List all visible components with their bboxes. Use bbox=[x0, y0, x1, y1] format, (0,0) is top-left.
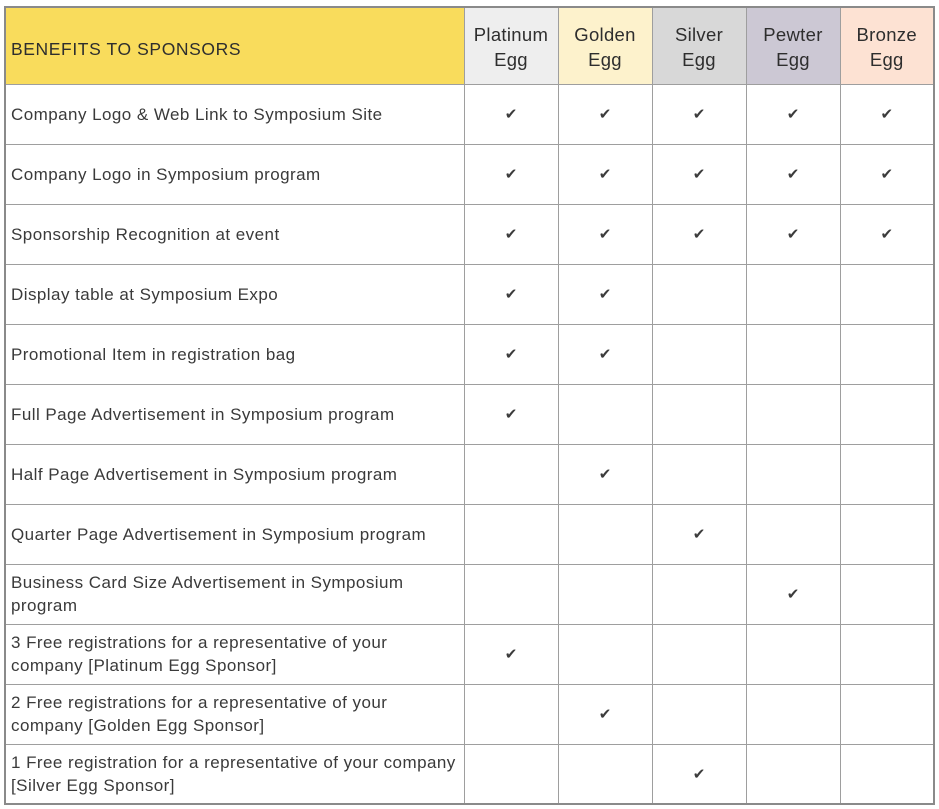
level-cell bbox=[840, 204, 934, 264]
level-cell bbox=[746, 324, 840, 384]
checkmark-icon: ✔ bbox=[598, 285, 612, 303]
table-row bbox=[5, 624, 934, 684]
level-cell bbox=[558, 324, 652, 384]
level-cell bbox=[464, 144, 558, 204]
level-cell bbox=[464, 564, 558, 624]
level-cell bbox=[464, 324, 558, 384]
benefit-label: 1 Free registration for a representative of your company [Silver Egg Sponsor] bbox=[5, 744, 464, 804]
level-cell bbox=[652, 84, 746, 144]
table-row bbox=[5, 144, 934, 204]
level-header-line1: Pewter bbox=[763, 24, 823, 45]
level-cell bbox=[464, 744, 558, 804]
checkmark-icon: ✔ bbox=[786, 105, 800, 123]
checkmark-icon: ✔ bbox=[786, 225, 800, 243]
level-cell bbox=[746, 564, 840, 624]
level-cell bbox=[558, 264, 652, 324]
level-cell bbox=[840, 624, 934, 684]
level-header-pewter bbox=[746, 7, 840, 84]
level-cell bbox=[652, 564, 746, 624]
level-cell bbox=[464, 624, 558, 684]
checkmark-icon: ✔ bbox=[786, 165, 800, 183]
level-header-line1: Silver bbox=[674, 24, 724, 45]
checkmark-icon: ✔ bbox=[504, 405, 518, 423]
level-cell bbox=[558, 744, 652, 804]
table-row bbox=[5, 384, 934, 444]
level-cell bbox=[464, 444, 558, 504]
level-cell bbox=[840, 744, 934, 804]
header-row bbox=[5, 7, 934, 84]
benefits-header: BENEFITS TO SPONSORS bbox=[5, 7, 464, 84]
benefit-label: Business Card Size Advertisement in Symposium program bbox=[5, 564, 464, 624]
level-cell bbox=[558, 684, 652, 744]
level-cell bbox=[558, 504, 652, 564]
level-cell bbox=[652, 324, 746, 384]
benefit-label: Company Logo & Web Link to Symposium Site bbox=[5, 84, 464, 144]
level-cell bbox=[746, 504, 840, 564]
benefit-label: Full Page Advertisement in Symposium program bbox=[5, 384, 464, 444]
checkmark-icon: ✔ bbox=[786, 585, 800, 603]
level-cell bbox=[840, 384, 934, 444]
benefit-label: 3 Free registrations for a representative of your company [Platinum Egg Sponsor] bbox=[5, 624, 464, 684]
level-cell bbox=[746, 144, 840, 204]
checkmark-icon: ✔ bbox=[880, 225, 894, 243]
checkmark-icon: ✔ bbox=[504, 165, 518, 183]
level-cell bbox=[558, 444, 652, 504]
level-header-line2: Egg bbox=[776, 49, 810, 70]
table-row bbox=[5, 564, 934, 624]
sponsor-benefits-table-container bbox=[4, 6, 935, 805]
level-cell bbox=[464, 384, 558, 444]
level-cell bbox=[840, 324, 934, 384]
checkmark-icon: ✔ bbox=[692, 525, 706, 543]
level-cell bbox=[652, 264, 746, 324]
level-header-silver bbox=[652, 7, 746, 84]
level-header-platinum bbox=[464, 7, 558, 84]
level-cell bbox=[558, 564, 652, 624]
benefit-label: Promotional Item in registration bag bbox=[5, 324, 464, 384]
level-cell bbox=[840, 684, 934, 744]
checkmark-icon: ✔ bbox=[504, 645, 518, 663]
level-cell bbox=[558, 384, 652, 444]
level-cell bbox=[840, 264, 934, 324]
level-cell bbox=[558, 144, 652, 204]
checkmark-icon: ✔ bbox=[598, 465, 612, 483]
level-header-line1: Platinum bbox=[473, 24, 549, 45]
level-cell bbox=[464, 264, 558, 324]
level-cell bbox=[652, 684, 746, 744]
checkmark-icon: ✔ bbox=[692, 764, 706, 783]
level-cell bbox=[652, 744, 746, 804]
checkmark-icon: ✔ bbox=[598, 165, 612, 183]
sponsor-benefits-table bbox=[4, 6, 935, 805]
level-cell bbox=[840, 144, 934, 204]
benefit-label: Sponsorship Recognition at event bbox=[5, 204, 464, 264]
level-header-line2: Egg bbox=[869, 49, 904, 70]
level-header-line2: Egg bbox=[588, 49, 622, 70]
level-cell bbox=[652, 144, 746, 204]
checkmark-icon: ✔ bbox=[692, 225, 706, 243]
table-row bbox=[5, 444, 934, 504]
checkmark-icon: ✔ bbox=[692, 165, 706, 183]
benefit-label: Half Page Advertisement in Symposium program bbox=[5, 444, 464, 504]
level-cell bbox=[652, 444, 746, 504]
checkmark-icon: ✔ bbox=[504, 285, 518, 303]
table-row bbox=[5, 504, 934, 564]
checkmark-icon: ✔ bbox=[598, 345, 612, 363]
table-row bbox=[5, 744, 934, 804]
level-header-line1: Golden bbox=[574, 24, 636, 45]
level-cell bbox=[558, 84, 652, 144]
table-row bbox=[5, 684, 934, 744]
level-cell bbox=[746, 384, 840, 444]
checkmark-icon: ✔ bbox=[880, 105, 894, 123]
level-cell bbox=[652, 204, 746, 264]
checkmark-icon: ✔ bbox=[598, 705, 612, 723]
level-header-line2: Egg bbox=[494, 49, 528, 70]
benefit-label: Quarter Page Advertisement in Symposium program bbox=[5, 504, 464, 564]
level-cell bbox=[464, 684, 558, 744]
checkmark-icon: ✔ bbox=[598, 225, 612, 243]
level-cell bbox=[840, 444, 934, 504]
level-cell bbox=[746, 204, 840, 264]
level-cell bbox=[746, 264, 840, 324]
level-cell bbox=[652, 624, 746, 684]
level-cell bbox=[652, 384, 746, 444]
benefit-label: Company Logo in Symposium program bbox=[5, 144, 464, 204]
level-header-line1: Bronze bbox=[856, 24, 917, 45]
checkmark-icon: ✔ bbox=[504, 345, 518, 363]
level-cell bbox=[652, 504, 746, 564]
level-header-line2: Egg bbox=[682, 49, 716, 70]
level-cell bbox=[840, 564, 934, 624]
level-cell bbox=[746, 624, 840, 684]
table-row bbox=[5, 204, 934, 264]
table-row bbox=[5, 324, 934, 384]
benefit-label: 2 Free registrations for a representative of your company [Golden Egg Sponsor] bbox=[5, 684, 464, 744]
level-cell bbox=[746, 84, 840, 144]
benefit-rows bbox=[5, 84, 934, 804]
checkmark-icon: ✔ bbox=[880, 165, 894, 183]
level-cell bbox=[840, 84, 934, 144]
checkmark-icon: ✔ bbox=[504, 225, 518, 243]
table-row bbox=[5, 264, 934, 324]
checkmark-icon: ✔ bbox=[598, 105, 612, 123]
level-cell bbox=[558, 204, 652, 264]
table-row bbox=[5, 84, 934, 144]
level-header-bronze bbox=[840, 7, 934, 84]
level-header-golden bbox=[558, 7, 652, 84]
benefit-label: Display table at Symposium Expo bbox=[5, 264, 464, 324]
checkmark-icon: ✔ bbox=[504, 105, 518, 123]
level-cell bbox=[746, 684, 840, 744]
level-cell bbox=[464, 84, 558, 144]
level-cell bbox=[558, 624, 652, 684]
level-cell bbox=[464, 204, 558, 264]
checkmark-icon: ✔ bbox=[692, 105, 706, 123]
level-cell bbox=[840, 504, 934, 564]
level-cell bbox=[746, 744, 840, 804]
level-cell bbox=[746, 444, 840, 504]
level-cell bbox=[464, 504, 558, 564]
